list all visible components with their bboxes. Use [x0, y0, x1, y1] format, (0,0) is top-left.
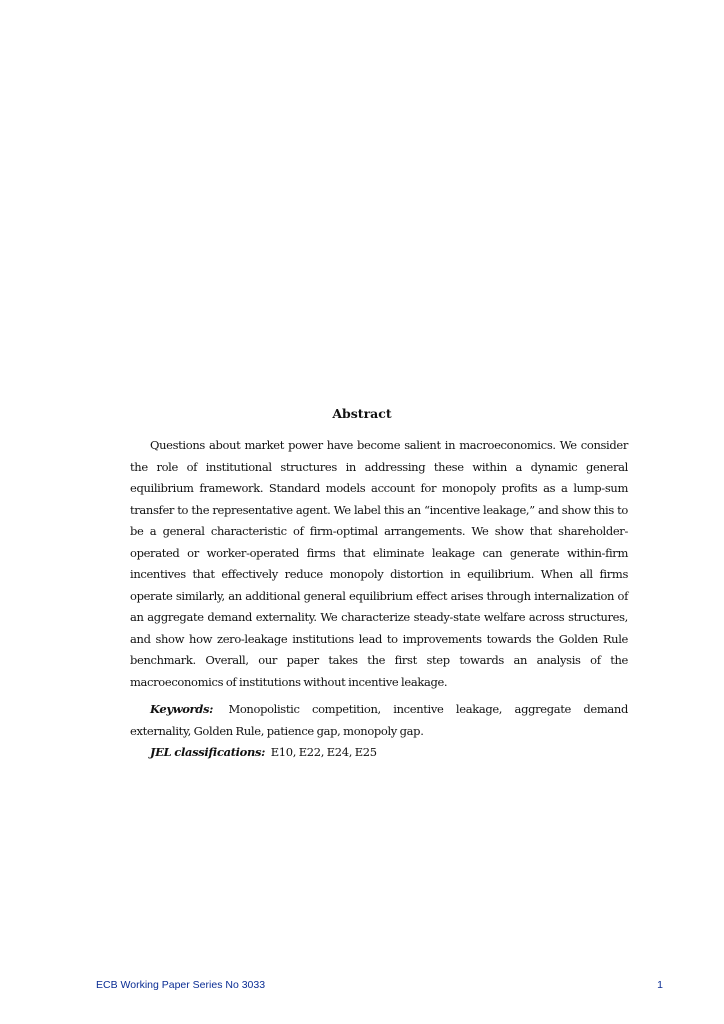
- jel-codes: E10, E22, E24, E25: [270, 745, 377, 759]
- jel-line: [130, 742, 628, 764]
- keywords-line: [130, 699, 628, 742]
- abstract-section: [130, 435, 628, 764]
- keywords-label: Keywords:: [150, 702, 213, 716]
- abstract-heading: Abstract: [332, 406, 392, 421]
- page-footer: [96, 979, 663, 993]
- jel-label: JEL classifications:: [150, 745, 266, 759]
- abstract-body: Questions about market power have become salient in macroeconomics. We consider the role of institutional structures in addressing these within a dynamic general equilibrium framework. Standard models account for monopoly profits as a lump-sum transfer to the representative agent. We label this an “incentive leakage,” and show this to be a general characteristic of firm-optimal arrangements. We show that shareholder-operated or worker-operated firms that eliminate leakage can generate within-firm incentives that effectively reduce monopoly distortion in equilibrium. When all firms operate similarly, an additional general equilibrium effect arises through internalization of an aggregate demand externality. We characterize steady-state welfare across structures, and show how zero-leakage institutions lead to improvements towards the Golden Rule benchmark. Overall, our paper takes the first step towards an analysis of the macroeconomics of institutions without incentive leakage.: [130, 438, 628, 689]
- footer-series-label: ECB Working Paper Series No 3033: [96, 979, 266, 991]
- keywords-text: Monopolistic competition, incentive leakage, aggregate demand externality, Golden Rule, patience gap, monopoly gap.: [130, 702, 628, 738]
- footer-page-number: 1: [657, 979, 663, 991]
